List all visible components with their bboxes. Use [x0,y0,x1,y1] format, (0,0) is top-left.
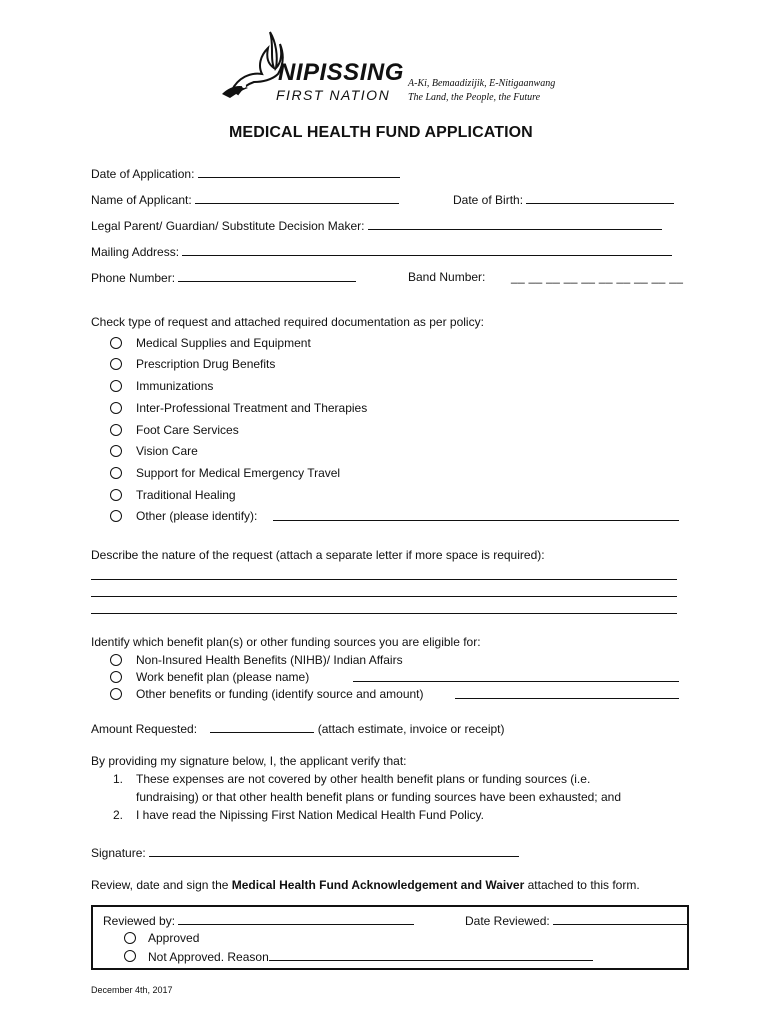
date-of-birth-label: Date of Birth: [453,192,674,207]
mailing-address-label: Mailing Address: [91,244,672,259]
request-option-radio[interactable] [110,337,122,349]
band-number-label: Band Number: [408,270,486,284]
not-approved-radio[interactable] [124,950,136,962]
describe-line-1[interactable] [91,579,677,580]
request-option-label: Foot Care Services [136,423,239,437]
request-option-label: Prescription Drug Benefits [136,357,276,371]
date-of-application-field[interactable] [198,166,400,178]
logo-name-line2: FIRST NATION [276,87,391,103]
request-option-radio[interactable] [110,402,122,414]
benefit-option-label: Other benefits or funding (identify source and amount) [136,687,424,701]
logo-motto-line2: The Land, the People, the Future [408,92,541,103]
request-option-radio[interactable] [110,380,122,392]
logo [218,28,556,110]
phone-number-field[interactable] [178,270,356,282]
logo-motto-line1: A-Ki, Bemaadizijik, E-Nitigaanwang [408,78,556,89]
name-of-applicant-label: Name of Applicant: [91,192,399,207]
name-of-applicant-field[interactable] [195,192,399,204]
describe-line-2[interactable] [91,596,677,597]
benefit-plans-prompt: Identify which benefit plan(s) or other funding sources you are eligible for: [91,635,481,649]
request-option-radio[interactable] [110,445,122,457]
amount-requested-field[interactable] [210,721,314,733]
benefit-option-radio[interactable] [110,671,122,683]
describe-prompt: Describe the nature of the request (attach a separate letter if more space is required): [91,548,545,562]
request-option-label: Immunizations [136,379,214,393]
other-funding-field[interactable] [455,687,679,699]
amount-note: (attach estimate, invoice or receipt) [317,722,505,736]
benefit-option-label: Work benefit plan (please name) [136,670,310,684]
date-of-birth-field[interactable] [526,192,674,204]
request-option-label: Support for Medical Emergency Travel [136,466,341,480]
verification-item1-number: 1. [113,772,124,786]
request-option-label: Traditional Healing [136,488,236,502]
work-plan-name-field[interactable] [353,670,679,682]
request-option-label: Vision Care [136,444,198,458]
request-option-label: Other (please identify): [136,509,258,523]
verification-item1-line2: fundraising) or that other health benefit plans or funding sources have been exhausted; and [136,790,621,804]
mailing-address-field[interactable] [182,244,672,256]
request-option-radio[interactable] [110,510,122,522]
verification-intro: By providing my signature below, I, the applicant verify that: [91,754,407,768]
request-option-radio[interactable] [110,489,122,501]
date-reviewed-field[interactable] [553,913,687,925]
request-option-radio[interactable] [110,424,122,436]
approved-radio[interactable] [124,932,136,944]
footer-date: December 4th, 2017 [91,985,173,995]
approved-label: Approved [148,931,200,945]
date-of-application-label: Date of Application: [91,166,400,181]
request-type-prompt: Check type of request and attached required documentation as per policy: [91,315,484,329]
review-instruction: Review, date and sign the Medical Health Fund Acknowledgement and Waiver attached to this form. [91,878,640,892]
guardian-field[interactable] [368,218,662,230]
date-reviewed-label: Date Reviewed: [465,913,687,928]
band-number-field[interactable]: __ __ __ __ __ __ __ __ __ __ [511,270,684,284]
signature-field[interactable] [149,845,519,857]
verification-item2-number: 2. [113,808,124,822]
benefit-option-radio[interactable] [110,654,122,666]
logo-name-line1: NIPISSING [278,59,404,86]
not-approved-label: Not Approved. Reason [148,949,593,964]
not-approved-reason-field[interactable] [269,949,593,961]
benefit-option-radio[interactable] [110,688,122,700]
request-option-label: Medical Supplies and Equipment [136,336,311,350]
amount-requested-label: Amount Requested: (attach estimate, invoice or receipt) [91,722,505,736]
request-option-label: Inter-Professional Treatment and Therapies [136,401,368,415]
phone-number-label: Phone Number: [91,270,356,285]
reviewed-by-field[interactable] [178,913,414,925]
page-title: MEDICAL HEALTH FUND APPLICATION [229,124,533,141]
describe-line-3[interactable] [91,613,677,614]
verification-item1-line1: These expenses are not covered by other health benefit plans or funding sources (i.e. [136,772,591,786]
benefit-option-label: Non-Insured Health Benefits (NIHB)/ Indian Affairs [136,653,403,667]
request-option-radio[interactable] [110,358,122,370]
verification-item2: I have read the Nipissing First Nation Medical Health Fund Policy. [136,808,484,822]
signature-label: Signature: [91,845,519,860]
guardian-label: Legal Parent/ Guardian/ Substitute Decision Maker: [91,218,662,233]
other-identify-field[interactable] [273,509,679,521]
reviewed-by-label: Reviewed by: [103,913,414,928]
waiver-document-name: Medical Health Fund Acknowledgement and Waiver [231,878,525,892]
request-option-radio[interactable] [110,467,122,479]
